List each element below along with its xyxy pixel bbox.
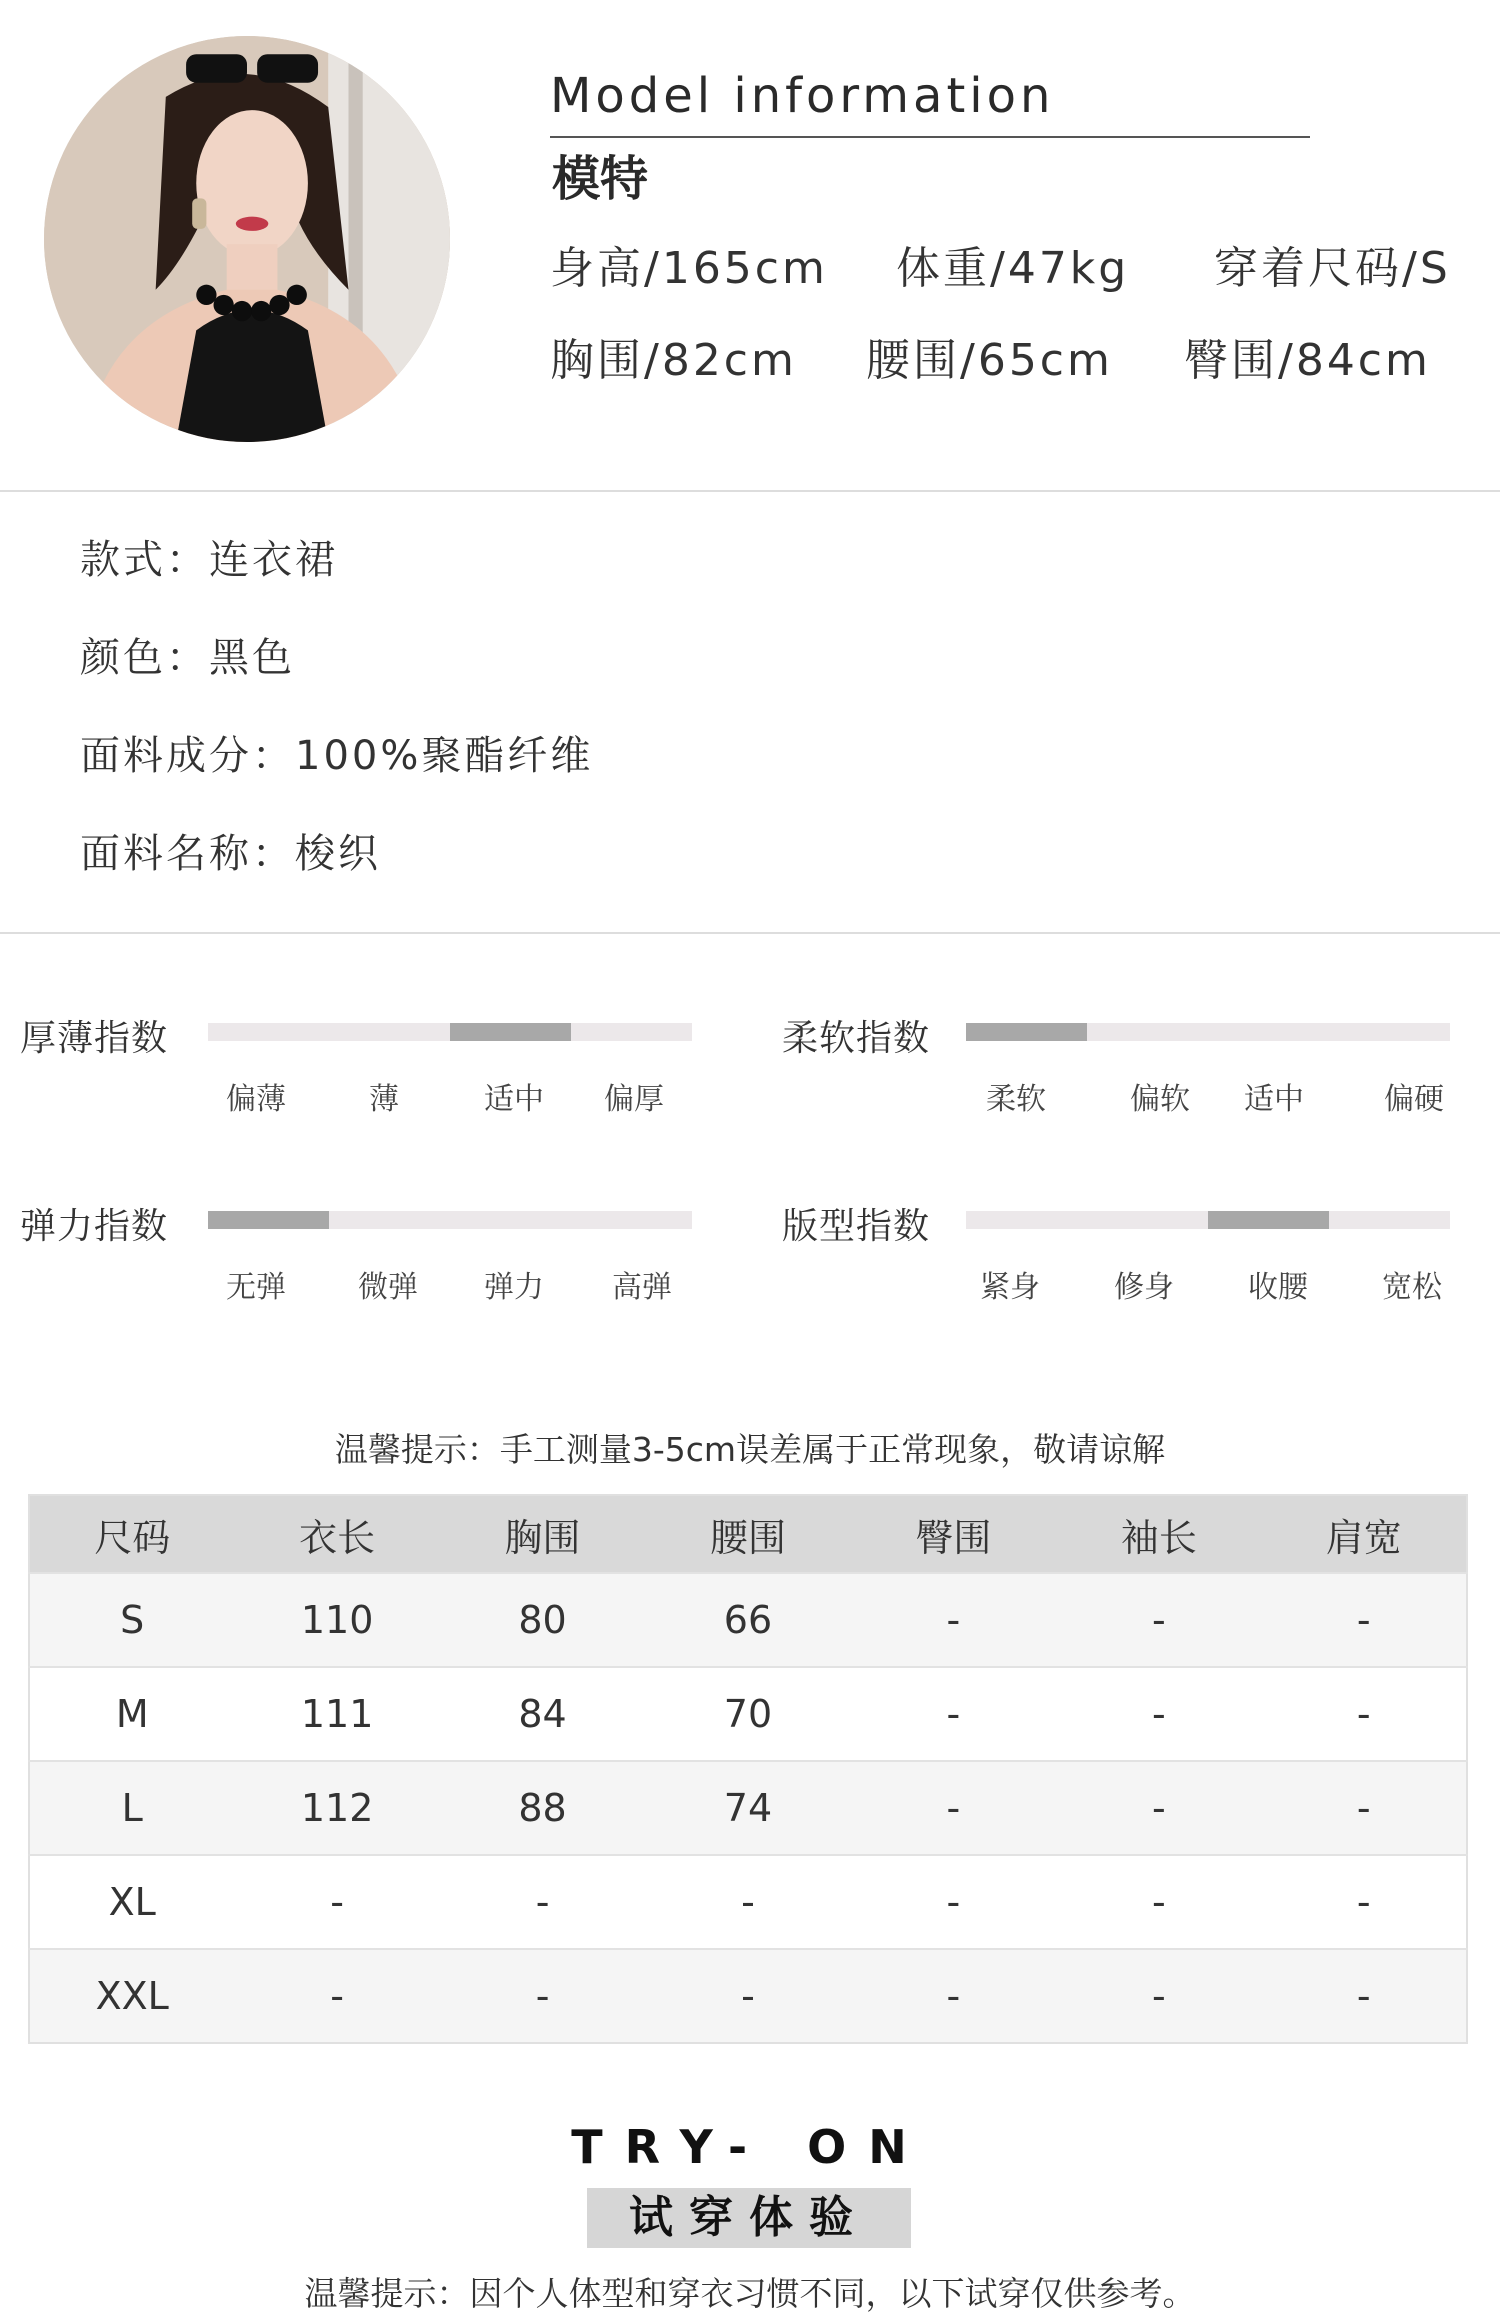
cell: - (440, 1855, 645, 1949)
index-option: 修身 (1114, 1270, 1174, 1305)
section-divider (0, 490, 1500, 492)
index-title-elasticity: 弹力指数 (20, 1206, 169, 1247)
cell: 74 (645, 1761, 850, 1855)
index-option: 高弹 (612, 1270, 672, 1305)
model-info-title: Model information (550, 68, 1055, 124)
cell: - (645, 1855, 850, 1949)
title-divider (550, 136, 1310, 138)
cell: - (234, 1949, 439, 2043)
index-option: 偏厚 (604, 1082, 664, 1117)
index-option: 偏薄 (226, 1082, 286, 1117)
cell: 84 (440, 1667, 645, 1761)
cell: 111 (234, 1667, 439, 1761)
cell: - (1262, 1667, 1467, 1761)
index-track-elasticity (208, 1211, 692, 1229)
cell: - (1056, 1855, 1261, 1949)
index-option: 适中 (1244, 1082, 1304, 1117)
cell: L (29, 1761, 234, 1855)
cell: - (1262, 1855, 1467, 1949)
model-portrait-image (44, 36, 450, 442)
index-track-softness (966, 1023, 1450, 1041)
cell: - (1262, 1573, 1467, 1667)
table-row (29, 1761, 1467, 1855)
cell: - (1056, 1761, 1261, 1855)
tryon-title-cn: 试穿体验 (587, 2188, 911, 2248)
size-table (28, 1494, 1468, 2044)
attr-color: 颜色：黑色 (80, 635, 295, 681)
cell: 112 (234, 1761, 439, 1855)
cell: - (1056, 1949, 1261, 2043)
table-row (29, 1667, 1467, 1761)
header-bust: 胸围 (440, 1495, 645, 1573)
index-option: 微弹 (358, 1270, 418, 1305)
cell: - (1262, 1949, 1467, 2043)
index-option: 无弹 (226, 1270, 286, 1305)
cell: - (1262, 1761, 1467, 1855)
stat-height: 身高/165cm (550, 243, 828, 294)
index-option: 偏软 (1130, 1082, 1190, 1117)
cell: 88 (440, 1761, 645, 1855)
cell: 66 (645, 1573, 850, 1667)
index-option: 紧身 (980, 1270, 1040, 1305)
cell: 70 (645, 1667, 850, 1761)
tryon-title-en: TRY- ON (571, 2120, 929, 2174)
stat-size: 穿着尺码/S (1214, 243, 1451, 294)
cell: - (851, 1761, 1056, 1855)
cell: XL (29, 1855, 234, 1949)
table-row (29, 1855, 1467, 1949)
index-marker-fit (1208, 1211, 1329, 1229)
model-label: 模特 (552, 151, 649, 207)
cell: - (234, 1855, 439, 1949)
index-track-fit (966, 1211, 1450, 1229)
size-table-header (29, 1495, 1467, 1573)
table-row (29, 1573, 1467, 1667)
table-row (29, 1949, 1467, 2043)
cell: - (851, 1855, 1056, 1949)
header-waist: 腰围 (645, 1495, 850, 1573)
section-divider (0, 932, 1500, 934)
stat-weight: 体重/47kg (896, 243, 1130, 294)
index-title-softness: 柔软指数 (782, 1018, 931, 1059)
index-title-fit: 版型指数 (782, 1206, 931, 1247)
cell: - (1056, 1667, 1261, 1761)
index-option: 宽松 (1382, 1270, 1442, 1305)
header-length: 衣长 (234, 1495, 439, 1573)
index-option: 弹力 (484, 1270, 544, 1305)
attr-style: 款式：连衣裙 (80, 537, 338, 583)
stat-bust: 胸围/82cm (550, 335, 797, 386)
cell: 80 (440, 1573, 645, 1667)
cell: M (29, 1667, 234, 1761)
stat-hip: 臀围/84cm (1184, 335, 1431, 386)
stat-waist: 腰围/65cm (866, 335, 1113, 386)
index-option: 柔软 (986, 1082, 1046, 1117)
index-option: 收腰 (1248, 1270, 1308, 1305)
measurement-tip: 温馨提示：手工测量3-5cm误差属于正常现象，敬请谅解 (334, 1430, 1166, 1469)
index-track-thickness (208, 1023, 692, 1041)
header-hip: 臀围 (851, 1495, 1056, 1573)
index-marker-elasticity (208, 1211, 329, 1229)
cell: - (1056, 1573, 1261, 1667)
index-title-thickness: 厚薄指数 (20, 1018, 169, 1059)
cell: - (645, 1949, 850, 2043)
index-option: 偏硬 (1384, 1082, 1444, 1117)
index-marker-thickness (450, 1023, 571, 1041)
header-size: 尺码 (29, 1495, 234, 1573)
index-option: 适中 (484, 1082, 544, 1117)
cell: S (29, 1573, 234, 1667)
cell: - (851, 1573, 1056, 1667)
index-marker-softness (966, 1023, 1087, 1041)
attr-fabric-name: 面料名称：梭织 (80, 831, 381, 877)
attr-composition: 面料成分：100%聚酯纤维 (80, 733, 594, 779)
cell: 110 (234, 1573, 439, 1667)
cell: - (440, 1949, 645, 2043)
header-sleeve: 袖长 (1056, 1495, 1261, 1573)
cell: - (851, 1949, 1056, 2043)
model-photo (44, 36, 450, 442)
tryon-tip: 温馨提示：因个人体型和穿衣习惯不同，以下试穿仅供参考。 (304, 2274, 1196, 2313)
header-shoulder: 肩宽 (1262, 1495, 1467, 1573)
index-option: 薄 (369, 1082, 399, 1117)
cell: XXL (29, 1949, 234, 2043)
cell: - (851, 1667, 1056, 1761)
